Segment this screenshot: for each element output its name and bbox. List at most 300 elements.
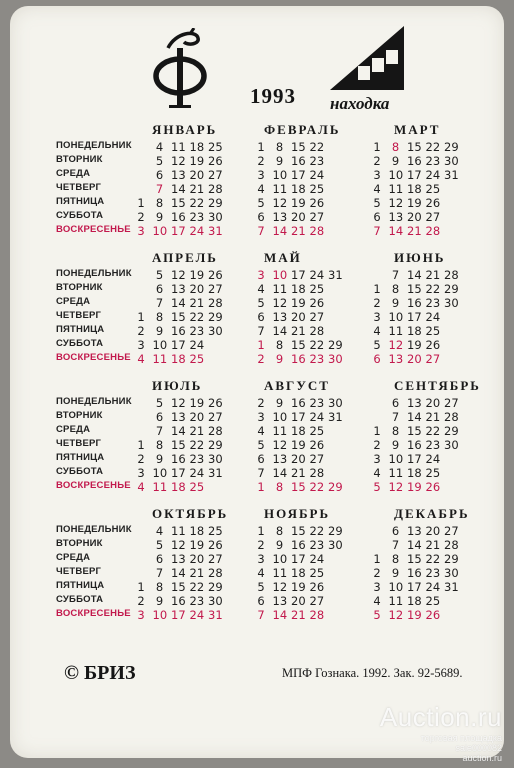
day-number: 18 [189,524,205,538]
day-number: 16 [171,324,186,338]
weekday-label: СРЕДА [56,424,91,435]
day-number: 19 [291,196,306,210]
day-number: 26 [309,580,325,594]
day-number: 12 [388,196,404,210]
day-number: 12 [171,538,186,552]
day-number: 11 [388,466,404,480]
day-number: 24 [189,608,205,622]
day-number: 26 [208,268,223,282]
day-number: 3 [257,268,265,282]
day-number: 13 [272,452,288,466]
day-number: 5 [257,196,265,210]
day-number: 17 [291,268,306,282]
day-number: 16 [291,154,306,168]
day-number: 4 [257,424,265,438]
day-number: 1 [137,310,145,324]
day-number: 28 [425,224,441,238]
day-number: 12 [171,268,186,282]
day-number: 17 [171,224,186,238]
day-number: 28 [208,182,223,196]
day-number: 6 [257,210,265,224]
letter-f-logo [150,28,210,110]
day-number: 2 [257,154,265,168]
day-number: 4 [373,594,381,608]
day-number: 6 [391,396,400,410]
day-number: 13 [171,282,186,296]
day-number: 1 [373,140,381,154]
day-number: 2 [137,594,145,608]
day-number: 13 [272,310,288,324]
day-number: 4 [137,480,145,494]
day-number: 25 [425,324,441,338]
day-number: 26 [208,396,223,410]
weekday-label: ВТОРНИК [56,282,103,293]
day-number: 5 [155,154,164,168]
day-number: 23 [425,296,441,310]
day-number: 25 [309,282,325,296]
day-number: 27 [309,210,325,224]
day-number: 3 [373,168,381,182]
day-number: 20 [189,552,205,566]
day-number: 11 [272,282,288,296]
day-number: 18 [407,466,422,480]
weekday-label: ПОНЕДЕЛЬНИК [56,268,132,279]
day-number: 3 [373,310,381,324]
day-number: 22 [189,580,205,594]
day-number: 13 [272,210,288,224]
day-number: 8 [155,438,164,452]
day-number: 13 [388,352,404,366]
day-number: 12 [388,480,404,494]
day-number: 14 [388,224,404,238]
day-number: 7 [155,296,164,310]
weekday-label: ВОСКРЕСЕНЬЕ [56,608,131,619]
day-number: 14 [272,324,288,338]
day-number: 17 [407,452,422,466]
day-number: 10 [388,168,404,182]
day-number: 9 [275,352,284,366]
day-number: 1 [257,338,265,352]
day-number: 18 [291,182,306,196]
day-number: 6 [155,552,164,566]
day-number: 23 [309,352,325,366]
day-number: 12 [171,396,186,410]
day-number: 5 [373,196,381,210]
day-number: 7 [257,466,265,480]
day-number: 21 [189,566,205,580]
day-number: 3 [373,452,381,466]
day-number: 21 [425,538,441,552]
day-number: 3 [257,552,265,566]
day-number: 30 [328,352,343,366]
day-number: 4 [257,566,265,580]
day-number: 9 [391,296,400,310]
day-number: 29 [208,580,223,594]
day-number: 3 [137,224,145,238]
day-number: 31 [208,224,223,238]
day-number: 27 [208,282,223,296]
day-number: 19 [407,338,422,352]
day-number: 4 [373,466,381,480]
day-number: 31 [444,168,459,182]
day-number: 28 [208,296,223,310]
day-number: 6 [373,210,381,224]
month-name: ОКТЯБРЬ [152,506,229,521]
day-number: 2 [373,566,381,580]
day-number: 10 [272,268,288,282]
day-number: 8 [275,338,284,352]
day-number: 23 [189,452,205,466]
day-number: 18 [171,480,186,494]
month-name: МАРТ [394,122,441,137]
day-number: 20 [425,396,441,410]
day-number: 4 [137,352,145,366]
day-number: 7 [391,268,400,282]
watermark-url: auction.ru [462,753,502,763]
weekday-label: ПОНЕДЕЛЬНИК [56,524,132,535]
day-number: 17 [291,168,306,182]
day-number: 29 [208,310,223,324]
day-number: 14 [407,538,422,552]
quarter-block [0,122,514,242]
day-number: 31 [208,608,223,622]
day-number: 9 [155,452,164,466]
day-number: 10 [152,608,168,622]
day-number: 2 [137,452,145,466]
month-name: ФЕВРАЛЬ [264,122,341,137]
day-number: 5 [373,608,381,622]
day-number: 14 [272,224,288,238]
day-number: 2 [137,324,145,338]
day-number: 22 [425,140,441,154]
day-number: 5 [373,338,381,352]
day-number: 10 [388,452,404,466]
day-number: 5 [155,396,164,410]
day-number: 4 [155,524,164,538]
day-number: 25 [425,594,441,608]
day-number: 5 [257,580,265,594]
day-number: 14 [171,566,186,580]
day-number: 6 [373,352,381,366]
day-number: 27 [208,552,223,566]
day-number: 6 [155,168,164,182]
weekday-label: СУББОТА [56,338,104,349]
day-number: 23 [425,566,441,580]
day-number: 24 [189,466,205,480]
day-number: 1 [373,424,381,438]
day-number: 13 [388,210,404,224]
day-number: 9 [155,324,164,338]
watermark-user: sale000082 [455,743,502,753]
day-number: 3 [373,580,381,594]
day-number: 25 [309,566,325,580]
day-number: 1 [373,552,381,566]
day-number: 3 [137,608,145,622]
day-number: 15 [291,338,306,352]
day-number: 11 [171,524,186,538]
weekday-label: ПОНЕДЕЛЬНИК [56,396,132,407]
day-number: 7 [373,224,381,238]
day-number: 1 [373,282,381,296]
weekday-label: ЧЕТВЕРГ [56,310,102,321]
day-number: 17 [291,552,306,566]
day-number: 11 [388,594,404,608]
day-number: 26 [425,480,441,494]
day-number: 7 [155,182,164,196]
day-number: 15 [291,480,306,494]
day-number: 9 [155,210,164,224]
month-name: ДЕКАБРЬ [394,506,470,521]
day-number: 28 [208,566,223,580]
day-number: 8 [155,310,164,324]
day-number: 8 [155,196,164,210]
day-number: 27 [444,396,459,410]
day-number: 19 [189,154,205,168]
watermark [380,702,502,763]
day-number: 23 [309,538,325,552]
day-number: 12 [171,154,186,168]
calendar-card [10,6,504,758]
day-number: 24 [309,410,325,424]
day-number: 26 [425,608,441,622]
day-number: 17 [171,466,186,480]
day-number: 2 [373,438,381,452]
day-number: 28 [444,410,459,424]
day-number: 7 [155,424,164,438]
weekday-label: СРЕДА [56,552,91,563]
weekday-label: ПОНЕДЕЛЬНИК [56,140,132,151]
day-number: 8 [275,524,284,538]
day-number: 10 [152,224,168,238]
day-number: 17 [171,608,186,622]
day-number: 27 [425,352,441,366]
day-number: 23 [309,154,325,168]
day-number: 11 [272,566,288,580]
publisher-name: БРИЗ [83,662,136,684]
day-number: 10 [272,410,288,424]
weekday-label: ВОСКРЕСЕНЬЕ [56,352,131,363]
day-number: 22 [425,424,441,438]
day-number: 15 [407,140,422,154]
day-number: 10 [388,580,404,594]
day-number: 24 [425,310,441,324]
day-number: 19 [407,608,422,622]
day-number: 30 [444,296,459,310]
weekday-label: ПЯТНИЦА [56,196,105,207]
day-number: 30 [208,324,223,338]
weekday-label: ПЯТНИЦА [56,452,105,463]
day-number: 12 [388,608,404,622]
day-number: 25 [309,424,325,438]
day-number: 25 [309,182,325,196]
day-number: 8 [155,580,164,594]
day-number: 23 [189,210,205,224]
day-number: 16 [407,566,422,580]
weekday-label: ВТОРНИК [56,410,103,421]
day-number: 26 [208,538,223,552]
day-number: 24 [425,580,441,594]
day-number: 9 [391,154,400,168]
day-number: 27 [425,210,441,224]
day-number: 10 [388,310,404,324]
weekday-label: ВОСКРЕСЕНЬЕ [56,224,131,235]
day-number: 10 [272,552,288,566]
watermark-tagline: торговая площадка [420,733,502,743]
day-number: 7 [391,538,400,552]
day-number: 10 [152,338,168,352]
day-number: 28 [444,268,459,282]
day-number: 19 [407,480,422,494]
day-number: 21 [189,424,205,438]
day-number: 21 [291,224,306,238]
day-number: 9 [391,566,400,580]
month-name: СЕНТЯБРЬ [394,378,481,393]
day-number: 24 [309,168,325,182]
day-number: 18 [407,182,422,196]
day-number: 5 [155,268,164,282]
day-number: 28 [309,224,325,238]
day-number: 6 [257,310,265,324]
day-number: 12 [272,580,288,594]
day-number: 11 [272,424,288,438]
day-number: 13 [272,594,288,608]
weekday-label: ВОСКРЕСЕНЬЕ [56,480,131,491]
day-number: 31 [208,466,223,480]
day-number: 14 [272,466,288,480]
day-number: 19 [291,296,306,310]
day-number: 16 [291,352,306,366]
day-number: 28 [309,608,325,622]
day-number: 10 [272,168,288,182]
day-number: 19 [189,268,205,282]
day-number: 29 [444,140,459,154]
day-number: 6 [155,410,164,424]
day-number: 13 [407,396,422,410]
day-number: 12 [272,296,288,310]
quarter-block [0,506,514,626]
day-number: 22 [425,552,441,566]
day-number: 13 [171,410,186,424]
day-number: 19 [407,196,422,210]
day-number: 28 [444,538,459,552]
day-number: 16 [407,438,422,452]
day-number: 9 [391,438,400,452]
month-name: ИЮЛЬ [152,378,203,393]
day-number: 7 [257,224,265,238]
day-number: 2 [373,154,381,168]
day-number: 6 [257,452,265,466]
print-imprint: МПФ Гознака. 1992. Зак. 92-5689. [282,666,463,680]
day-number: 2 [137,210,145,224]
month-name: МАЙ [264,250,302,265]
day-number: 13 [171,552,186,566]
day-number: 8 [391,424,400,438]
day-number: 9 [275,538,284,552]
day-number: 4 [257,282,265,296]
day-number: 2 [373,296,381,310]
day-number: 30 [208,210,223,224]
day-number: 25 [189,480,205,494]
day-number: 6 [391,524,400,538]
day-number: 28 [208,424,223,438]
day-number: 3 [137,466,145,480]
day-number: 11 [388,324,404,338]
day-number: 27 [309,594,325,608]
day-number: 30 [208,594,223,608]
day-number: 15 [171,580,186,594]
copyright-mark: © [64,662,79,684]
month-name: АПРЕЛЬ [152,250,218,265]
day-number: 7 [391,410,400,424]
day-number: 18 [171,352,186,366]
day-number: 17 [171,338,186,352]
weekday-label: СУББОТА [56,466,104,477]
day-number: 6 [155,282,164,296]
day-number: 5 [373,480,381,494]
day-number: 27 [309,452,325,466]
day-number: 16 [171,452,186,466]
day-number: 31 [444,580,459,594]
day-number: 4 [373,324,381,338]
day-number: 14 [407,410,422,424]
day-number: 22 [189,310,205,324]
day-number: 24 [309,552,325,566]
month-name: НОЯБРЬ [264,506,331,521]
day-number: 8 [391,140,400,154]
day-number: 31 [328,268,343,282]
day-number: 26 [425,196,441,210]
day-number: 25 [189,352,205,366]
day-number: 22 [309,480,325,494]
day-number: 24 [309,268,325,282]
day-number: 14 [272,608,288,622]
weekday-label: СРЕДА [56,168,91,179]
day-number: 15 [291,524,306,538]
day-number: 26 [425,338,441,352]
day-number: 11 [152,480,168,494]
day-number: 21 [425,410,441,424]
weekday-label: ЧЕТВЕРГ [56,438,102,449]
day-number: 22 [425,282,441,296]
day-number: 9 [275,396,284,410]
day-number: 10 [152,466,168,480]
day-number: 25 [208,524,223,538]
day-number: 22 [309,338,325,352]
day-number: 23 [309,396,325,410]
day-number: 8 [275,480,284,494]
quarter-block [0,378,514,498]
day-number: 15 [291,140,306,154]
day-number: 14 [171,182,186,196]
month-name: ЯНВАРЬ [152,122,218,137]
day-number: 30 [444,438,459,452]
day-number: 12 [272,196,288,210]
day-number: 21 [425,268,441,282]
day-number: 29 [208,196,223,210]
watermark-site: Auction.ru [379,702,502,732]
day-number: 3 [137,338,145,352]
day-number: 20 [189,282,205,296]
day-number: 29 [328,480,343,494]
weekday-label: ПЯТНИЦА [56,324,105,335]
weekday-label: ЧЕТВЕРГ [56,566,102,577]
day-number: 23 [425,438,441,452]
day-number: 20 [291,594,306,608]
day-number: 12 [388,338,404,352]
day-number: 30 [208,452,223,466]
day-number: 29 [328,338,343,352]
day-number: 6 [257,594,265,608]
